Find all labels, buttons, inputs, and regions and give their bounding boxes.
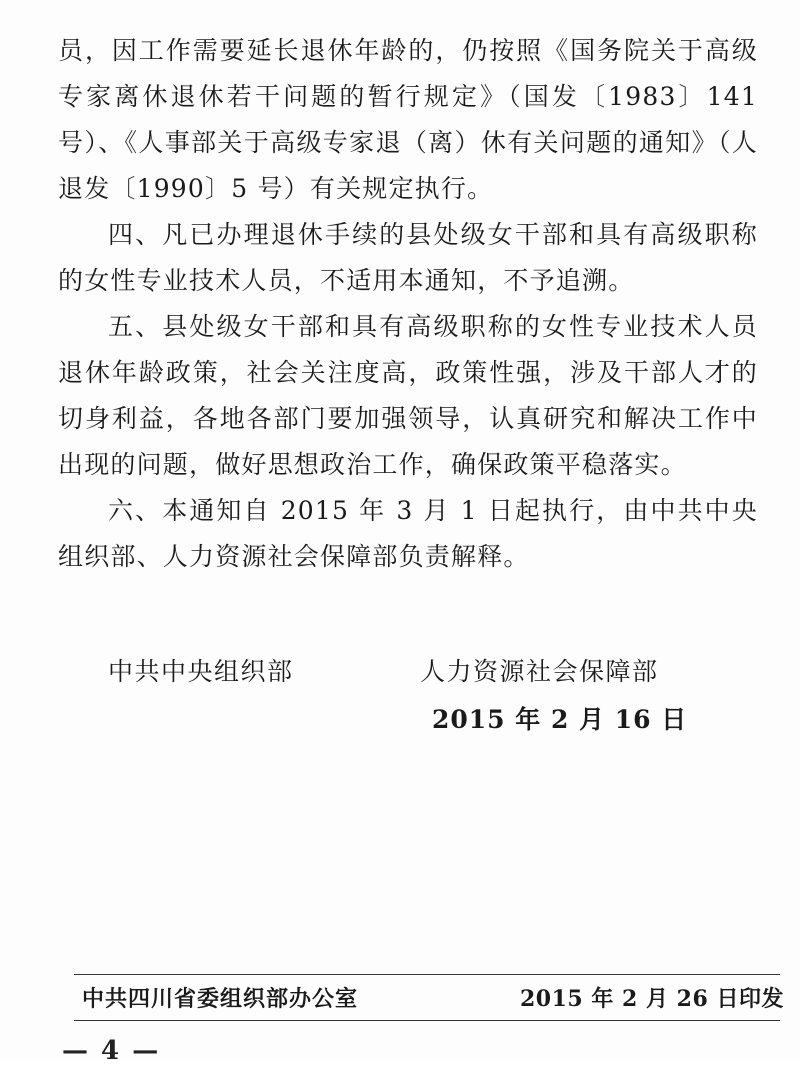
document-body [58, 28, 758, 580]
paragraph-item-five: 五、县处级女干部和具有高级职称的女性专业技术人员退休年龄政策，社会关注度高，政策性强，涉及干部人才的切身利益，各地各部门要加强领导，认真研究和解决工作中出现的问题，做好思想政治工作，确保政策平稳落实。 [58, 312, 758, 479]
footer-rule-bottom [74, 1020, 780, 1021]
signature-org-right: 人力资源社会保障部 [420, 657, 659, 686]
footer-rule-top [74, 974, 780, 975]
signature-date: 2015 年 2 月 16 日 [432, 705, 688, 734]
paragraph-continuation: 员，因工作需要延长退休年龄的，仍按照《国务院关于高级专家离休退休若干问题的暂行规定》（国发〔1983〕141 号）、《人事部关于高级专家退（离）休有关问题的通知》（人退发〔1990〕5 号）有关规定执行。 [58, 36, 758, 203]
page-number: — 4 — [62, 1036, 161, 1066]
paragraph-item-four: 四、凡已办理退休手续的县处级女干部和具有高级职称的女性专业技术人员，不适用本通知，不予追溯。 [58, 220, 758, 295]
footer-issuer: 中共四川省委组织部办公室 [82, 986, 359, 1012]
paragraph-item-six: 六、本通知自 2015 年 3 月 1 日起执行，由中共中央组织部、人力资源社会保障部负责解释。 [58, 496, 758, 571]
signature-block [0, 652, 800, 742]
signature-org-left: 中共中央组织部 [108, 657, 294, 686]
footer-print-date: 2015 年 2 月 26 日印发 [520, 986, 784, 1012]
